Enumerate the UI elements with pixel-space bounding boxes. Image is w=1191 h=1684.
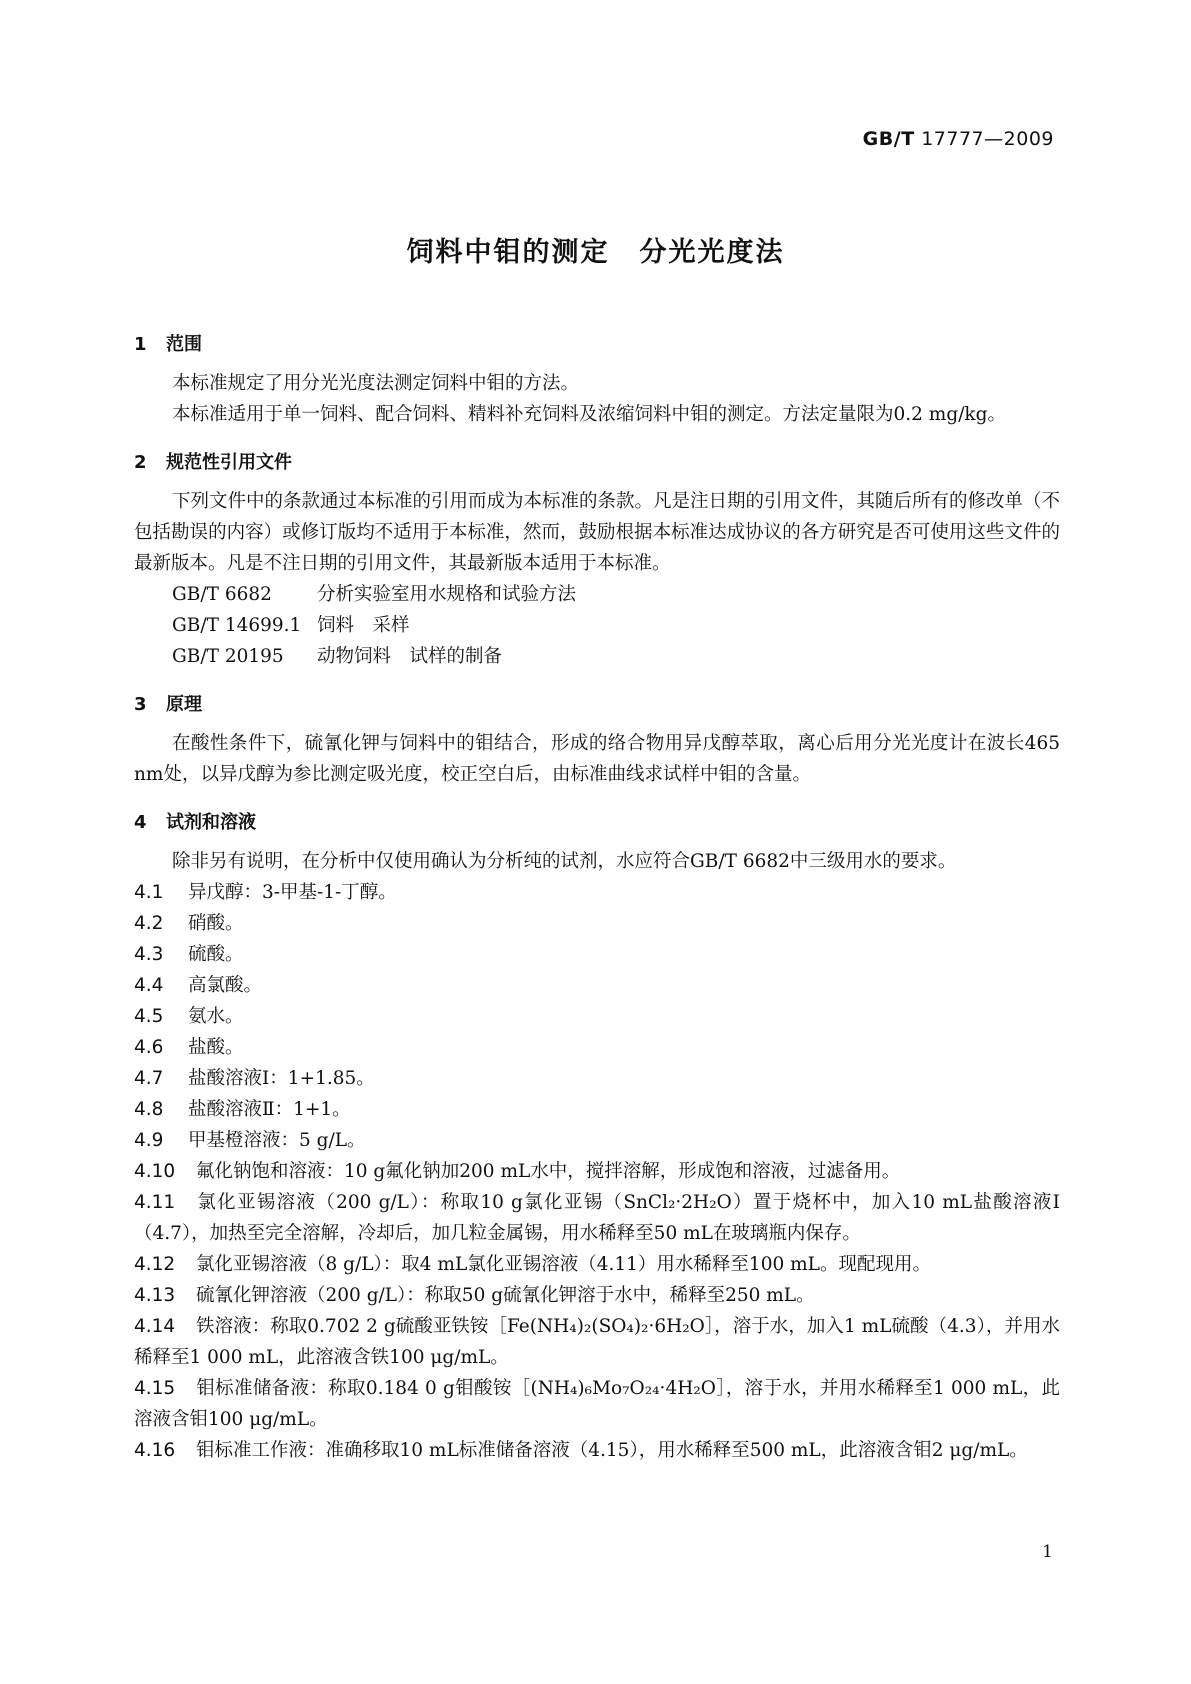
- reagent-item: 4.10 氟化钠饱和溶液：10 g氟化钠加200 mL水中，搅拌溶解，形成饱和溶液，过滤备用。: [134, 1161, 901, 1182]
- reagent-item: 4.1 异戊醇：3-甲基-1-丁醇。: [134, 882, 397, 903]
- reference-item: GB/T 20195 动物饲料 试样的制备: [172, 646, 503, 667]
- paragraph: 本标准规定了用分光光度法测定饲料中钼的方法。: [172, 373, 580, 394]
- paragraph: 除非另有说明，在分析中仅使用确认为分析纯的试剂，水应符合GB/T 6682中三级用水的要求。: [172, 851, 957, 872]
- reagent-item: 4.3 硫酸。: [134, 944, 244, 965]
- document-body: [134, 330, 1060, 1466]
- reagent-item: 4.9 甲基橙溶液：5 g/L。: [134, 1130, 366, 1151]
- section-heading-principle: 3 原理: [134, 694, 202, 715]
- standard-number: 17777—2009: [921, 128, 1054, 150]
- reference-item: GB/T 6682 分析实验室用水规格和试验方法: [172, 584, 577, 605]
- reagent-item: 4.7 盐酸溶液Ⅰ：1+1.85。: [134, 1068, 375, 1089]
- reagent-item: 4.13 硫氰化钾溶液（200 g/L）：称取50 g硫氰化钾溶于水中，稀释至250 mL。: [134, 1285, 815, 1306]
- section-heading-normative-references: 2 规范性引用文件: [134, 452, 292, 473]
- page-number: 1: [1042, 1542, 1053, 1562]
- standard-header: [863, 128, 1054, 150]
- reagent-item: 4.8 盐酸溶液Ⅱ：1+1。: [134, 1099, 351, 1120]
- document-title: [0, 230, 1191, 269]
- paragraph: 下列文件中的条款通过本标准的引用而成为本标准的条款。凡是注日期的引用文件，其随后所有的修改单（不包括勘误的内容）或修订版均不适用于本标准，然而，鼓励根据本标准达成协议的各方研究是否可使用这些文件的最新版本。凡是不注日期的引用文件，其最新版本适用于本标准。: [134, 491, 1061, 574]
- reagent-item: 4.16 钼标准工作液：准确移取10 mL标准储备溶液（4.15），用水稀释至500 mL，此溶液含钼2 μg/mL。: [134, 1440, 1028, 1461]
- title-main: 饲料中钼的测定: [406, 237, 610, 268]
- reagent-item: 4.5 氨水。: [134, 1006, 244, 1027]
- reagent-item: 4.12 氯化亚锡溶液（8 g/L）：取4 mL氯化亚锡溶液（4.11）用水稀释至100 mL。现配现用。: [134, 1254, 931, 1275]
- reagent-item: 4.4 高氯酸。: [134, 975, 263, 996]
- paragraph: 本标准适用于单一饲料、配合饲料、精料补充饲料及浓缩饲料中钼的测定。方法定量限为0.2 mg/kg。: [172, 404, 1006, 425]
- reagent-item: 4.11 氯化亚锡溶液（200 g/L）：称取10 g氯化亚锡（SnCl₂·2H₂O）置于烧杯中，加入10 mL盐酸溶液Ⅰ（4.7），加热至完全溶解，冷却后，加几粒金属锡，用水稀释至50 mL在玻璃瓶内保存。: [134, 1192, 1060, 1244]
- title-method: 分光光度法: [639, 237, 785, 268]
- standard-prefix: GB/T: [862, 128, 915, 150]
- paragraph: 在酸性条件下，硫氰化钾与饲料中的钼结合，形成的络合物用异戊醇萃取，离心后用分光光度计在波长465 nm处，以异戊醇为参比测定吸光度，校正空白后，由标准曲线求试样中钼的含量。: [134, 733, 1060, 785]
- section-heading-reagents: 4 试剂和溶液: [134, 812, 256, 833]
- reagent-item: 4.2 硝酸。: [134, 913, 244, 934]
- reagent-item: 4.14 铁溶液：称取0.702 2 g硫酸亚铁铵［Fe(NH₄)₂(SO₄)₂·6H₂O］，溶于水，加入1 mL硫酸（4.3），并用水稀释至1 000 mL，此溶液含铁100 μg/mL。: [134, 1316, 1060, 1368]
- reagent-item: 4.15 钼标准储备液：称取0.184 0 g钼酸铵［(NH₄)₆Mo₇O₂₄·4H₂O］，溶于水，并用水稀释至1 000 mL，此溶液含钼100 μg/mL。: [134, 1378, 1060, 1430]
- section-heading-scope: 1 范围: [134, 334, 202, 355]
- reference-item: GB/T 14699.1 饲料 采样: [172, 615, 410, 636]
- reagent-item: 4.6 盐酸。: [134, 1037, 244, 1058]
